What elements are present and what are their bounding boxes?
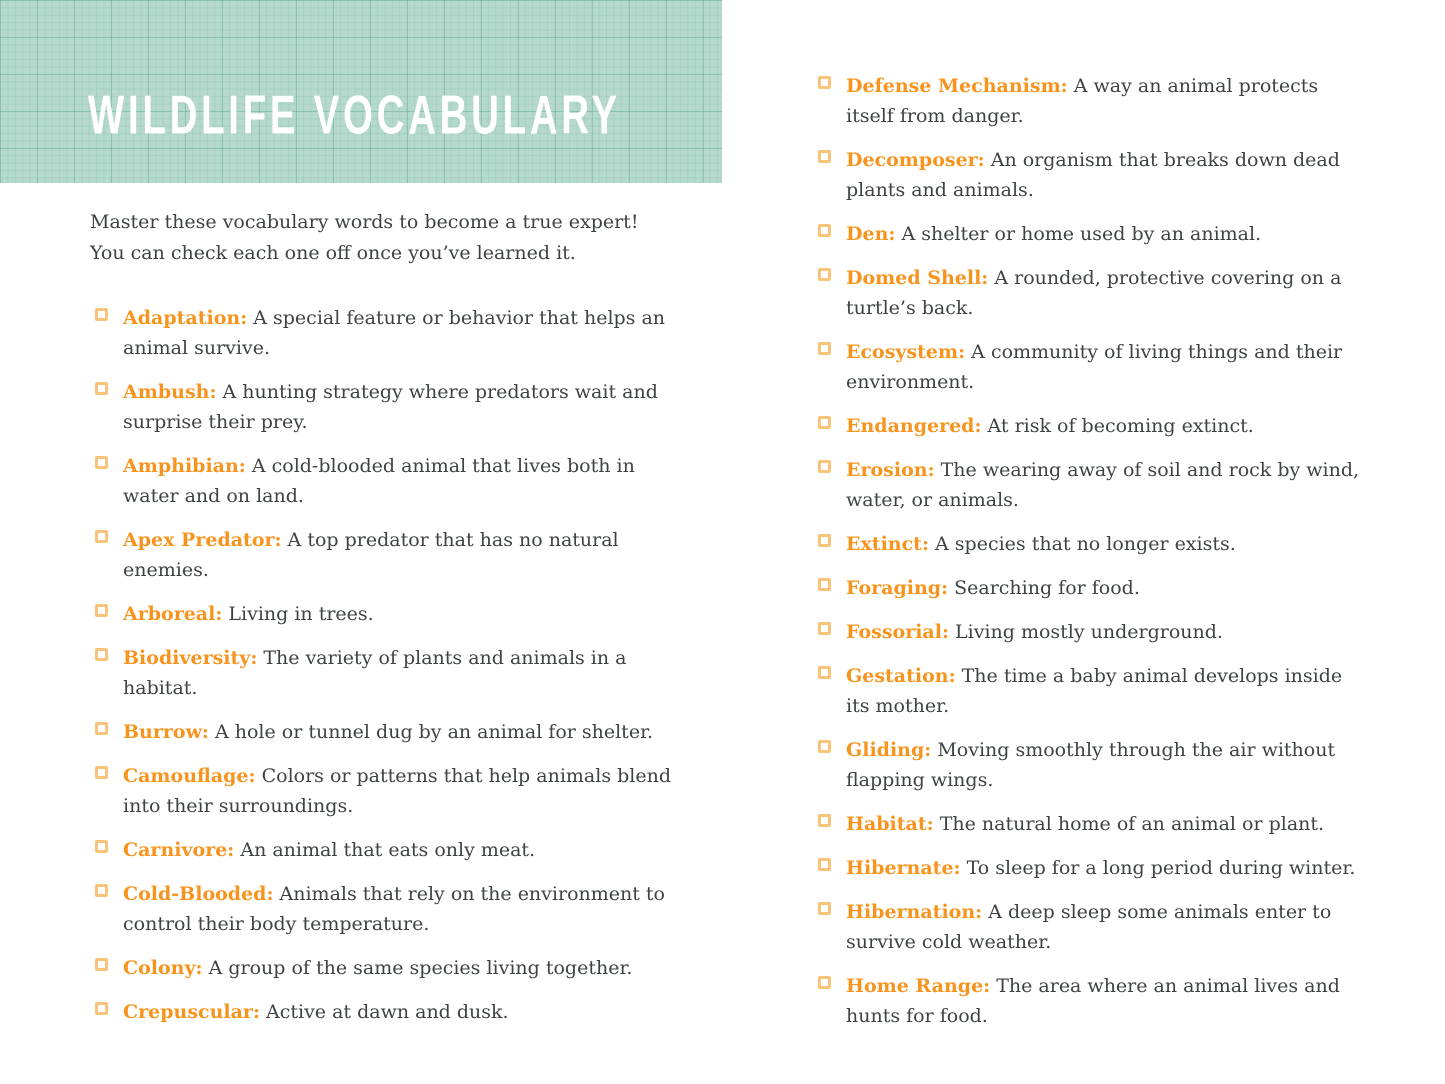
item-text [846, 411, 1254, 441]
term-label: Biodiversity: [123, 647, 258, 669]
definition-text: A shelter or home used by an animal. [895, 223, 1262, 245]
definition-text: A deep sleep some animals enter to survive cold weather. [846, 901, 1332, 953]
definition-text: A special feature or behavior that helps an animal survive. [123, 307, 666, 359]
checkbox[interactable] [95, 308, 108, 321]
item-text [846, 455, 1363, 515]
checklist-item [95, 997, 675, 1027]
term-label: Ambush: [123, 381, 217, 403]
definition-text: The time a baby animal develops inside its mother. [846, 665, 1343, 717]
term-label: Crepuscular: [123, 1001, 260, 1023]
checkbox[interactable] [818, 150, 831, 163]
item-text [123, 997, 509, 1027]
term-label: Hibernation: [846, 901, 983, 923]
checkbox[interactable] [818, 578, 831, 591]
definition-text: A way an animal protects itself from danger. [846, 75, 1319, 127]
definition-text: To sleep for a long period during winter. [960, 857, 1356, 879]
definition-text: The wearing away of soil and rock by wind, water, or animals. [846, 459, 1360, 511]
checklist-item [818, 219, 1363, 249]
definition-text: The natural home of an animal or plant. [933, 813, 1325, 835]
checkbox[interactable] [818, 76, 831, 89]
checklist-item [95, 643, 675, 703]
term-label: Colony: [123, 957, 203, 979]
item-text [846, 897, 1363, 957]
checkbox[interactable] [818, 740, 831, 753]
checklist-item [95, 377, 675, 437]
term-label: Arboreal: [123, 603, 223, 625]
term-label: Ecosystem: [846, 341, 966, 363]
checkbox[interactable] [95, 766, 108, 779]
checklist-item [95, 953, 675, 983]
definition-text: At risk of becoming extinct. [981, 415, 1254, 437]
checkbox[interactable] [95, 604, 108, 617]
item-text [123, 643, 675, 703]
definition-text: A hunting strategy where predators wait and surprise their prey. [123, 381, 658, 433]
right-checklist [818, 71, 1363, 1045]
definition-text: The area where an animal lives and hunts for food. [846, 975, 1340, 1027]
checklist-item [818, 573, 1363, 603]
intro-text: Master these vocabulary words to become a true expert! You can check each one off once you’ve learned it. [90, 211, 639, 264]
item-text [846, 853, 1355, 883]
checkbox[interactable] [95, 884, 108, 897]
term-label: Gliding: [846, 739, 932, 761]
item-text [846, 573, 1140, 603]
definition-text: Searching for food. [948, 577, 1140, 599]
term-label: Defense Mechanism: [846, 75, 1068, 97]
term-label: Burrow: [123, 721, 209, 743]
term-label: Cold-Blooded: [123, 883, 274, 905]
checkbox[interactable] [818, 976, 831, 989]
term-label: Home Range: [846, 975, 991, 997]
definition-text: A species that no longer exists. [928, 533, 1236, 555]
term-label: Gestation: [846, 665, 956, 687]
checkbox[interactable] [95, 382, 108, 395]
checkbox[interactable] [95, 958, 108, 971]
item-text [123, 717, 653, 747]
term-label: Adaptation: [123, 307, 248, 329]
item-text [846, 529, 1236, 559]
checkbox[interactable] [95, 722, 108, 735]
left-checklist [95, 303, 675, 1041]
checkbox[interactable] [95, 1002, 108, 1015]
header-banner [0, 0, 722, 183]
term-label: Endangered: [846, 415, 982, 437]
definition-text: Animals that rely on the environment to control their body temperature. [123, 883, 665, 935]
term-label: Habitat: [846, 813, 934, 835]
item-text [846, 219, 1261, 249]
checkbox[interactable] [818, 622, 831, 635]
checklist-item [95, 717, 675, 747]
page-title: WILDLIFE VOCABULARY [88, 84, 621, 147]
term-label: Amphibian: [123, 455, 246, 477]
item-text [846, 617, 1223, 647]
definition-text: Colors or patterns that help animals blend into their surroundings. [123, 765, 671, 817]
term-label: Foraging: [846, 577, 949, 599]
term-label: Apex Predator: [123, 529, 282, 551]
term-label: Extinct: [846, 533, 929, 555]
term-label: Den: [846, 223, 896, 245]
checkbox[interactable] [818, 666, 831, 679]
item-text [123, 599, 374, 629]
definition-text: Active at dawn and dusk. [259, 1001, 509, 1023]
checklist-item [95, 525, 675, 585]
checklist-item [95, 599, 675, 629]
checklist-item [818, 897, 1363, 957]
checklist-item [95, 451, 675, 511]
item-text [846, 735, 1363, 795]
item-text [123, 835, 535, 865]
checklist-item [818, 263, 1363, 323]
item-text [123, 451, 675, 511]
definition-text: A cold-blooded animal that lives both in water and on land. [123, 455, 635, 507]
item-text [123, 761, 675, 821]
checkbox[interactable] [818, 224, 831, 237]
definition-text: Living mostly underground. [948, 621, 1223, 643]
item-text [846, 263, 1363, 323]
checkbox[interactable] [818, 460, 831, 473]
checkbox[interactable] [818, 534, 831, 547]
checklist-item [818, 145, 1363, 205]
definition-text: Moving smoothly through the air without flapping wings. [846, 739, 1336, 791]
checklist-item [95, 879, 675, 939]
term-label: Domed Shell: [846, 267, 989, 289]
checkbox[interactable] [818, 858, 831, 871]
item-text [846, 661, 1363, 721]
checklist-item [818, 853, 1363, 883]
term-label: Fossorial: [846, 621, 949, 643]
checklist-item [818, 337, 1363, 397]
checkbox[interactable] [95, 648, 108, 661]
definition-text: A rounded, protective covering on a turtle’s back. [846, 267, 1342, 319]
item-text [846, 337, 1363, 397]
checkbox[interactable] [818, 342, 831, 355]
term-label: Camouflage: [123, 765, 256, 787]
item-text [123, 303, 675, 363]
definition-text: An animal that eats only meat. [234, 839, 536, 861]
checkbox[interactable] [818, 268, 831, 281]
item-text [846, 145, 1363, 205]
checkbox[interactable] [95, 456, 108, 469]
definition-text: Living in trees. [222, 603, 374, 625]
checklist-item [818, 617, 1363, 647]
checkbox[interactable] [95, 530, 108, 543]
checklist-item [818, 735, 1363, 795]
item-text [846, 71, 1363, 131]
checklist-item [95, 761, 675, 821]
checklist-item [818, 71, 1363, 131]
checklist-item [818, 529, 1363, 559]
checklist-item [95, 835, 675, 865]
checklist-item [818, 455, 1363, 515]
term-label: Erosion: [846, 459, 935, 481]
definition-text: The variety of plants and animals in a habitat. [123, 647, 627, 699]
definition-text: A group of the same species living together. [202, 957, 633, 979]
checklist-item [818, 971, 1363, 1031]
item-text [846, 809, 1324, 839]
checklist-item [818, 809, 1363, 839]
item-text [123, 953, 632, 983]
definition-text: A community of living things and their environment. [846, 341, 1343, 393]
definition-text: An organism that breaks down dead plants and animals. [846, 149, 1340, 201]
definition-text: A top predator that has no natural enemies. [123, 529, 619, 581]
checklist-item [818, 411, 1363, 441]
term-label: Carnivore: [123, 839, 235, 861]
checkbox[interactable] [818, 814, 831, 827]
checkbox[interactable] [818, 902, 831, 915]
checklist-item [818, 661, 1363, 721]
term-label: Decomposer: [846, 149, 985, 171]
term-label: Hibernate: [846, 857, 961, 879]
item-text [123, 525, 675, 585]
definition-text: A hole or tunnel dug by an animal for shelter. [208, 721, 654, 743]
checklist-item [95, 303, 675, 363]
item-text [123, 377, 675, 437]
item-text [123, 879, 675, 939]
checkbox[interactable] [818, 416, 831, 429]
item-text [846, 971, 1363, 1031]
checkbox[interactable] [95, 840, 108, 853]
